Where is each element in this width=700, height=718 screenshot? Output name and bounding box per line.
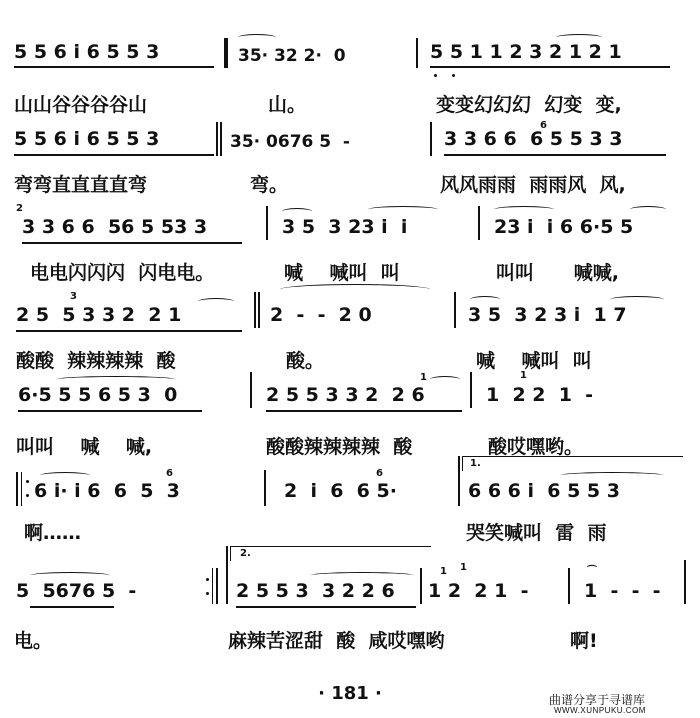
repeat-end-barline xyxy=(212,568,213,604)
barline xyxy=(264,470,266,506)
underline xyxy=(14,154,214,156)
barline xyxy=(226,38,228,68)
slur xyxy=(470,296,500,303)
grace-note: 3 xyxy=(70,291,77,302)
lyric: 喊 喊叫 叫 xyxy=(476,350,592,372)
slur xyxy=(282,208,312,215)
underline xyxy=(444,154,666,156)
measure-notes: 1 2 2 1 - xyxy=(486,384,594,406)
lyric: 电电闪闪闪 闪电电。 xyxy=(30,262,215,284)
underline xyxy=(266,410,462,412)
repeat-dot xyxy=(206,578,209,581)
lyric: 麻辣苦涩甜 酸 咸哎嘿哟 xyxy=(228,630,445,652)
measure-notes: 2 5 5 3 3 2 2 1 xyxy=(16,304,182,326)
lyric: 弯。 xyxy=(250,174,289,196)
volta-bracket xyxy=(462,456,683,471)
lyric: 酸酸 辣辣辣辣 酸 xyxy=(16,350,176,372)
underline xyxy=(18,410,202,412)
barline xyxy=(430,122,432,156)
watermark-url: WWW.XUNPUKU.COM xyxy=(554,706,646,715)
slur xyxy=(368,206,438,213)
measure-notes: 23 i i 6 6·5 5 xyxy=(494,216,634,238)
slur xyxy=(238,34,276,41)
octave-dot xyxy=(434,74,437,77)
measure-notes: 5 5676 5 - xyxy=(16,580,137,602)
lyric: 酸酸辣辣辣辣 酸 xyxy=(266,436,413,458)
slur xyxy=(310,572,414,579)
slur xyxy=(56,376,176,383)
tie xyxy=(280,284,430,295)
lyric: 喊 喊叫 叫 xyxy=(284,262,400,284)
measure-notes: 1 - - - xyxy=(584,580,661,602)
lyric: 山。 xyxy=(268,94,307,116)
barline xyxy=(454,292,456,328)
lyric: 弯弯直直直直弯 xyxy=(14,174,148,196)
slur xyxy=(630,206,666,213)
measure-notes: 2 5 5 3 3 2 2 6 xyxy=(266,384,425,406)
lyric: 叫叫 喊喊, xyxy=(496,262,619,284)
slur xyxy=(40,472,90,479)
barline xyxy=(416,38,418,68)
grace-note: 1 xyxy=(460,562,467,573)
octave-dot xyxy=(452,74,455,77)
lyric: 山山谷谷谷谷山 xyxy=(14,94,148,116)
grace-note: 1 xyxy=(420,372,427,383)
barline xyxy=(226,546,228,604)
barline xyxy=(470,372,472,408)
measure-notes: 35· 32 2· 0 xyxy=(238,46,346,66)
grace-note: 6 xyxy=(540,120,547,131)
repeat-dot xyxy=(206,592,209,595)
measure-notes: 5 5 6 i 6 5 5 3 xyxy=(14,128,160,150)
lyric: 酸。 xyxy=(286,350,325,372)
grace-note: 6 xyxy=(166,468,173,479)
fermata-icon: ⌒ xyxy=(587,566,597,577)
measure-notes: 6·5 5 5 6 5 3 0 xyxy=(18,384,178,406)
lyric: 叫叫 喊 喊, xyxy=(16,436,153,458)
barline xyxy=(220,122,222,156)
volta-bracket xyxy=(230,546,431,561)
measure-notes: 3 5 3 2 3 i 1 7 xyxy=(468,304,627,326)
underline xyxy=(30,606,114,608)
volta-label: 1. xyxy=(470,458,481,469)
slur xyxy=(198,298,234,305)
grace-note: 2 xyxy=(16,203,23,214)
measure-notes: 6 i· i 6 6 5 3 xyxy=(34,480,180,502)
underline xyxy=(16,330,242,332)
measure-notes: 3 3 6 6 56 5 53 3 xyxy=(22,216,208,238)
lyric: 变变幻幻幻 幻变 变, xyxy=(436,94,622,116)
repeat-start-barline xyxy=(21,472,22,506)
lyric: 电。 xyxy=(14,630,53,652)
measure-notes: 3 5 3 23 i i xyxy=(282,216,408,238)
watermark-text: 曲谱分享于寻谱库 xyxy=(549,693,646,707)
barline xyxy=(420,568,422,604)
measure-notes: 6 6 6 i 6 5 5 3 xyxy=(468,480,620,502)
barline xyxy=(478,206,480,240)
repeat-start-barline xyxy=(16,472,18,506)
lyric: 风风雨雨 雨雨风 风, xyxy=(440,174,626,196)
repeat-end-barline xyxy=(216,568,218,604)
measure-notes: 2 - - 2 0 xyxy=(270,304,372,326)
measure-notes: 5 5 6 i 6 5 5 3 xyxy=(14,41,160,63)
underline xyxy=(22,242,242,244)
slur xyxy=(494,206,554,213)
underline xyxy=(430,66,670,68)
volta-label: 2. xyxy=(240,548,251,559)
measure-notes: 2 5 5 3 3 2 2 6 xyxy=(236,580,395,602)
slur xyxy=(556,34,602,41)
repeat-dot xyxy=(26,494,29,497)
measure-notes: 3 3 6 6 6 5 5 3 3 xyxy=(444,128,623,150)
grace-note: 1 xyxy=(520,370,527,381)
final-barline xyxy=(684,560,686,604)
measure-notes: 5 5 1 1 2 3 2 1 2 1 xyxy=(430,41,622,63)
slur xyxy=(430,376,460,383)
lyric: 啊! xyxy=(570,630,598,652)
barline xyxy=(266,206,268,240)
barline xyxy=(568,568,570,604)
barline xyxy=(254,292,256,328)
underline xyxy=(236,606,416,608)
barline xyxy=(216,122,218,156)
underline xyxy=(14,66,214,68)
lyric: 啊…… xyxy=(24,522,82,544)
slur xyxy=(610,296,664,303)
measure-notes: 1 2 2 1 - xyxy=(428,580,529,602)
lyric: 酸哎嘿哟。 xyxy=(488,436,584,458)
slur xyxy=(560,472,664,479)
repeat-dot xyxy=(26,480,29,483)
grace-note: 1 xyxy=(440,566,447,577)
grace-note: 6 xyxy=(376,468,383,479)
page-number: · 181 · xyxy=(318,683,382,704)
measure-notes: 2 i 6 6 5· xyxy=(284,480,397,502)
barline xyxy=(258,292,260,328)
lyric: 哭笑喊叫 雷 雨 xyxy=(466,522,607,544)
measure-notes: 35· 0676 5 - xyxy=(230,132,350,152)
slur xyxy=(30,572,110,579)
barline xyxy=(250,372,252,408)
barline xyxy=(458,456,460,506)
